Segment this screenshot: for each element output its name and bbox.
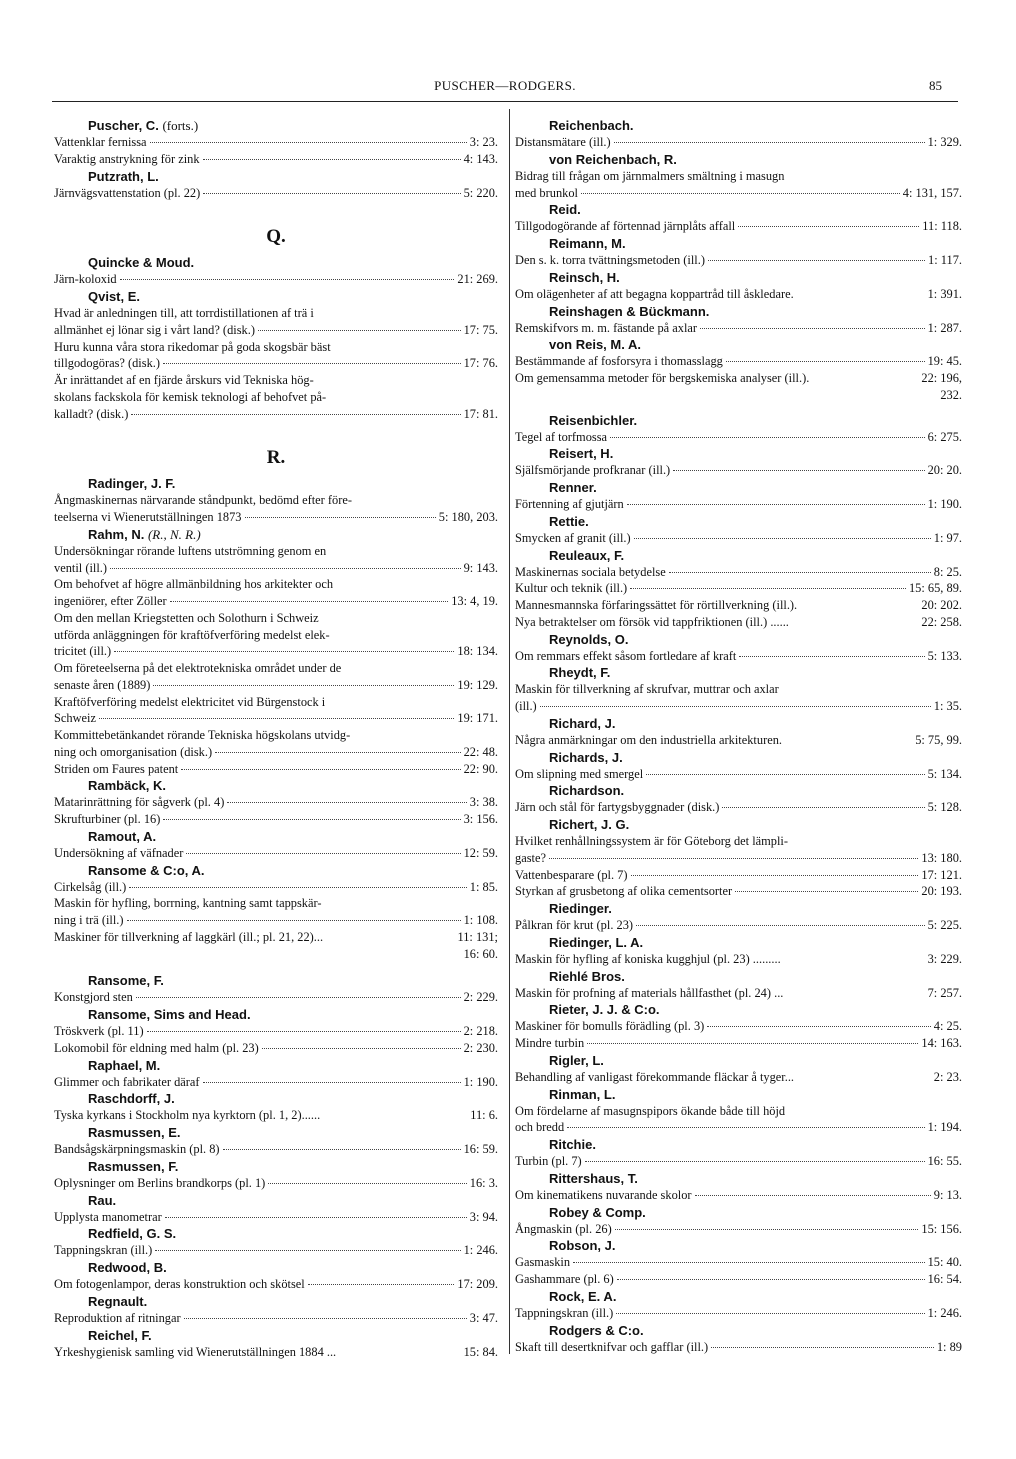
- entry-line: Kraftöfverföring medelst elektricitet vid Bürgenstock i: [54, 694, 326, 709]
- index-entry: och bredd 1: 194.: [515, 1120, 962, 1135]
- index-entry: Nya betraktelser om försök vid tappfriktionen (ill.) ...... 22: 258.: [515, 614, 962, 629]
- index-entry: Skaft till desertknifvar och gafflar (ill.) 1: 89: [515, 1339, 962, 1354]
- author-heading: Reuleaux, F.: [549, 547, 625, 563]
- author-heading: Richard, J.: [549, 715, 616, 731]
- author-heading: Richert, J. G.: [549, 817, 630, 832]
- index-entry: Tyska kyrkans i Stockholm nya kyrktorn (pl. 1, 2)...... 11: 6.: [54, 1108, 498, 1123]
- index-entry: Maskinernas sociala betydelse 8: 25.: [515, 564, 962, 579]
- author-heading: Qvist, E.: [88, 289, 141, 304]
- author-heading: Rittershaus, T.: [549, 1170, 638, 1186]
- index-entry: Vattenbesparare (pl. 7) 17: 121.: [515, 867, 962, 882]
- index-entry: Den s. k. torra tvättningsmetoden (ill.) 1: 117.: [515, 253, 962, 267]
- author-heading: Richardson.: [549, 783, 625, 799]
- author-heading: Reinsch, H.: [549, 269, 620, 285]
- index-entry: Varaktig anstrykning för zink 4: 143.: [54, 151, 498, 166]
- left-column: [54, 117, 498, 1360]
- author-heading: Rasmussen, E.: [88, 1125, 181, 1140]
- index-entry: Bandsågskärpningsmaskin (pl. 8) 16: 59.: [54, 1142, 498, 1156]
- index-entry: Maskin för hyfling af koniska kugghjul (pl. 23) ......... 3: 229.: [515, 951, 962, 966]
- index-entry: kalladt? (disk.) 17: 81.: [54, 406, 498, 421]
- author-heading: Reinshagen & Bückmann.: [549, 303, 710, 319]
- index-entry: ning i trä (ill.) 1: 108.: [54, 913, 498, 927]
- author-heading: Rau.: [88, 1192, 117, 1208]
- index-entry: med brunkol 4: 131, 157.: [515, 185, 962, 200]
- entry-line: Om behofvet af högre allmänbildning hos arkitekter och: [54, 577, 334, 592]
- index-entry: Bestämmande af fosforsyra i thomasslagg 19: 45.: [515, 354, 962, 369]
- index-entry: Skrufturbiner (pl. 16) 3: 156.: [54, 812, 498, 826]
- index-entry: allmänhet ej lönar sig i vårt land? (disk.) 17: 75.: [54, 322, 498, 337]
- entry-line: Är inrättandet af en fjärde årskurs vid Tekniska hög-: [54, 373, 314, 387]
- author-heading: Rheydt, F.: [549, 665, 611, 681]
- author-heading: Richards, J.: [549, 749, 623, 765]
- author-heading: Ransome & C:o, A.: [88, 862, 205, 878]
- entry-line: skolans fackskola för kemisk teknologi af behofvet på-: [54, 389, 327, 404]
- author-heading: Rigler, L.: [549, 1052, 604, 1068]
- section-letter-r: R.: [266, 447, 286, 469]
- index-entry: Mannesmannska förfaringssättet för rörtillverkning (ill.). 20: 202.: [515, 598, 962, 612]
- author-heading: Reisert, H.: [549, 446, 614, 462]
- index-entry: Förtenning af gjutjärn 1: 190.: [515, 497, 962, 511]
- entry-line: Kommittebetänkandet rörande Tekniska högskolans utvidg-: [54, 728, 351, 742]
- index-entry: ingeniörer, efter Zöller 13: 4, 19.: [54, 594, 498, 608]
- index-entry: Pålkran för krut (pl. 23) 5: 225.: [515, 918, 962, 932]
- index-entry: Tappningskran (ill.) 1: 246.: [515, 1305, 962, 1320]
- entry-extra-ref: 232.: [940, 387, 962, 402]
- right-column: [515, 117, 962, 1355]
- index-entry: Gashammare (pl. 6) 16: 54.: [515, 1272, 962, 1286]
- entry-line: Ångmaskinernas närvarande ståndpunkt, bedömd efter före-: [54, 493, 352, 508]
- index-entry: Järn och stål för fartygsbyggnader (disk.) 5: 128.: [515, 800, 962, 815]
- author-heading: Rahm, N. (R., N. R.): [88, 526, 201, 542]
- index-entry: Turbin (pl. 7) 16: 55.: [515, 1154, 962, 1168]
- page-number: 85: [929, 78, 942, 93]
- author-heading: Raphael, M.: [88, 1057, 161, 1073]
- entry-line: Om fördelarne af masugnspipors ökande både till höjd: [515, 1103, 786, 1118]
- index-entry: Tröskverk (pl. 11) 2: 218.: [54, 1024, 498, 1038]
- author-heading: Raschdorff, J.: [88, 1091, 175, 1107]
- index-entry: Om slipning med smergel 5: 134.: [515, 766, 962, 781]
- author-heading: Robey & Comp.: [549, 1204, 646, 1220]
- index-entry: Mindre turbin 14: 163.: [515, 1036, 962, 1050]
- index-entry: tricitet (ill.) 18: 134.: [54, 644, 498, 659]
- column-divider: [509, 109, 510, 1354]
- author-heading: von Reichenbach, R.: [549, 151, 677, 167]
- author-heading: Ritchie.: [549, 1137, 596, 1152]
- author-heading: von Reis, M. A.: [549, 337, 641, 353]
- index-entry: Maskiner för tillverkning af laggkärl (ill.; pl. 21, 22)... 11: 131;: [54, 929, 498, 944]
- author-heading: Ramout, A.: [88, 828, 157, 844]
- index-entry: Järn-koloxid 21: 269.: [54, 272, 498, 287]
- author-heading: Rodgers & C:o.: [549, 1322, 644, 1338]
- index-entry: Matarinrättning för sågverk (pl. 4) 3: 38.: [54, 795, 498, 810]
- entry-line: Undersökningar rörande luftens utströmning genom en: [54, 543, 327, 558]
- index-entry: Distansmätare (ill.) 1: 329.: [515, 135, 962, 149]
- index-entry: Tappningskran (ill.) 1: 246.: [54, 1243, 498, 1258]
- index-entry: Reproduktion af ritningar 3: 47.: [54, 1310, 498, 1325]
- author-heading: Rasmussen, F.: [88, 1158, 179, 1174]
- index-entry: senaste åren (1889) 19: 129.: [54, 677, 498, 692]
- running-title: PUSCHER—RODGERS.: [434, 78, 576, 93]
- index-entry: Maskin för profning af materials hållfasthet (pl. 24) ... 7: 257.: [515, 985, 962, 1000]
- section-letter-q: Q.: [266, 226, 286, 248]
- index-entry: (ill.) 1: 35.: [515, 699, 962, 713]
- index-entry: Några anmärkningar om den industriella arkitekturen. 5: 75, 99.: [515, 732, 962, 747]
- index-entry: Gasmaskin 15: 40.: [515, 1255, 962, 1270]
- index-entry: ning och omorganisation (disk.) 22: 48.: [54, 744, 498, 759]
- author-heading: Reisenbichler.: [549, 412, 638, 428]
- index-entry: Styrkan af grusbetong af olika cementsorter 20: 193.: [515, 884, 962, 899]
- entry-line: utförda anläggningen för kraftöfverföring medelst elek-: [54, 627, 330, 642]
- index-entry: Undersökning af väfnader 12: 59.: [54, 845, 498, 860]
- index-entry: gaste? 13: 180.: [515, 850, 962, 865]
- author-heading: Reichel, F.: [88, 1327, 152, 1343]
- index-entry: Remskifvors m. m. fästande på axlar 1: 287.: [515, 320, 962, 335]
- entry-line: Hvilket renhållningssystem är för Göteborg det lämpli-: [515, 834, 788, 848]
- index-entry: Schweiz 19: 171.: [54, 711, 498, 726]
- entry-line: Bidrag till frågan om järnmalmers smältning i masugn: [515, 168, 785, 183]
- index-entry: teelserna vi Wienerutställningen 1873 5: 180, 203.: [54, 510, 498, 524]
- entry-line: Maskin för tillverkning af skrufvar, muttrar och axlar: [515, 682, 779, 697]
- author-heading: Regnault.: [88, 1293, 148, 1309]
- author-heading: Ransome, F.: [88, 973, 164, 989]
- entry-line: Huru kunna våra stora rikedomar på goda skogsbär bäst: [54, 339, 331, 354]
- entry-line: Maskin för hyfling, borrning, kantning samt tappskär-: [54, 896, 322, 911]
- index-entry: Kultur och teknik (ill.) 15: 65, 89.: [515, 581, 962, 596]
- index-entry: Om remmars effekt såsom fortledare af kraft 5: 133.: [515, 648, 962, 663]
- page-header: [52, 78, 958, 100]
- author-heading: Reynolds, O.: [549, 631, 629, 647]
- author-heading: Reid.: [549, 202, 581, 218]
- index-entry: Yrkeshygienisk samling vid Wienerutställningen 1884 ... 15: 84.: [54, 1344, 498, 1359]
- entry-line: Om den mellan Kriegstetten och Solothurn i Schweiz: [54, 610, 319, 625]
- index-entry: Lokomobil för eldning med halm (pl. 23) 2: 230.: [54, 1040, 498, 1055]
- author-heading: Robson, J.: [549, 1238, 616, 1254]
- index-entry: Själfsmörjande profkranar (ill.) 20: 20.: [515, 463, 962, 478]
- index-entry: Behandling af vanligast förekommande fläckar å tyger... 2: 23.: [515, 1069, 962, 1084]
- index-entry: Tegel af torfmossa 6: 275.: [515, 429, 962, 444]
- index-entry: Maskiner för bomulls förädling (pl. 3) 4: 25.: [515, 1019, 962, 1034]
- author-heading: Riedinger, L. A.: [549, 934, 644, 950]
- index-entry: Om gemensamma metoder för bergskemiska analyser (ill.). 22: 196,: [515, 371, 962, 385]
- author-heading: Ransome, Sims and Head.: [88, 1007, 251, 1022]
- index-entry: Om olägenheter af att begagna koppartråd till åskledare. 1: 391.: [515, 286, 962, 301]
- author-heading: Reichenbach.: [549, 118, 634, 133]
- entry-extra-ref: 16: 60.: [463, 946, 498, 961]
- index-entry: tillgodogöras? (disk.) 17: 76.: [54, 356, 498, 371]
- author-heading: Radinger, J. F.: [88, 476, 176, 492]
- author-heading: Puscher, C. (forts.): [88, 118, 199, 133]
- index-entry: Cirkelsåg (ill.) 1: 85.: [54, 879, 498, 894]
- index-entry: Vattenklar fernissa 3: 23.: [54, 135, 498, 149]
- index-entry: Konstgjord sten 2: 229.: [54, 990, 498, 1005]
- index-entry: ventil (ill.) 9: 143.: [54, 560, 498, 575]
- author-heading: Rambäck, K.: [88, 778, 167, 794]
- index-entry: Glimmer och fabrikater däraf 1: 190.: [54, 1074, 498, 1089]
- entry-line: Om företeelserna på det elektrotekniska området under de: [54, 661, 342, 675]
- entry-line: Hvad är anledningen till, att torrdistillationen af trä i: [54, 306, 314, 320]
- author-heading: Rock, E. A.: [549, 1288, 617, 1304]
- author-heading: Rinman, L.: [549, 1086, 616, 1102]
- index-entry: Upplysta manometrar 3: 94.: [54, 1209, 498, 1224]
- index-entry: Om kinematikens nuvarande skolor 9: 13.: [515, 1187, 962, 1202]
- author-heading: Rettie.: [549, 513, 589, 529]
- index-entry: Tillgodogörande af förtennad järnplåts affall 11: 118.: [515, 219, 962, 234]
- index-entry: Striden om Faures patent 22: 90.: [54, 761, 498, 776]
- author-heading: Renner.: [549, 480, 597, 495]
- index-entry: Järnvägsvattenstation (pl. 22) 5: 220.: [54, 185, 498, 200]
- author-heading: Rieter, J. J. & C:o.: [549, 1002, 660, 1018]
- index-entry: Ångmaskin (pl. 26) 15: 156.: [515, 1221, 962, 1236]
- header-rule: [52, 101, 958, 102]
- author-heading: Redwood, B.: [88, 1260, 167, 1275]
- index-entry: Smycken af granit (ill.) 1: 97.: [515, 530, 962, 545]
- index-entry: Oplysninger om Berlins brandkorps (pl. 1) 16: 3.: [54, 1175, 498, 1190]
- author-heading: Riedinger.: [549, 901, 612, 916]
- author-heading: Putzrath, L.: [88, 168, 159, 184]
- author-heading: Quincke & Moud.: [88, 255, 195, 271]
- author-heading: Redfield, G. S.: [88, 1226, 177, 1242]
- author-heading: Riehlé Bros.: [549, 968, 625, 984]
- index-entry: Om fotogenlampor, deras konstruktion och skötsel 17: 209.: [54, 1277, 498, 1291]
- author-heading: Reimann, M.: [549, 236, 626, 251]
